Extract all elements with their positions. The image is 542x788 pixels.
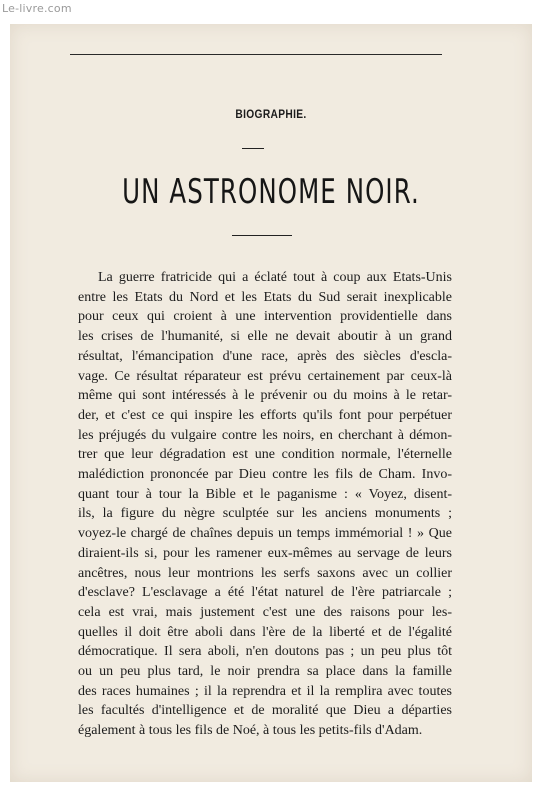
- body-line: trer que leur dégradation est une condition normale, l'éternelle: [78, 447, 452, 463]
- body-line: der, et c'est ce qui inspire les efforts qu'ils font pour perpétuer: [78, 407, 452, 423]
- top-rule: [70, 54, 442, 55]
- watermark: Le-livre.com: [2, 2, 72, 15]
- body-line: diraient-ils si, pour les ramener eux-mêmes au servage de leurs: [78, 545, 452, 561]
- body-line: d'esclave? L'esclavage a été l'état naturel de l'ère patriarcale ;: [78, 585, 452, 601]
- body-line: ils, la figure du nègre sculptée sur les anciens monuments ;: [78, 506, 452, 522]
- body-line: ancêtres, nous leur montrions les serfs saxons avec un collier: [78, 565, 452, 581]
- body-line: cela est vrai, mais justement c'est une des raisons pour les-: [78, 604, 452, 620]
- body-line: démocratique. Il sera aboli, n'en doutons pas ; un peu plus tôt: [78, 644, 452, 660]
- body-paragraph: [78, 268, 452, 741]
- body-line: La guerre fratricide qui a éclaté tout à coup aux Etats-Unis: [98, 270, 452, 285]
- document-page: [10, 24, 532, 782]
- body-line: même qui sont intéressés à le prévenir ou du moins à le retar-: [78, 388, 452, 404]
- article-title: UN ASTRONOME NOIR.: [122, 172, 420, 212]
- body-line: les crises de l'humanité, si elle ne devait aboutir à un grand: [78, 329, 452, 345]
- ornament-rule-upper: [242, 148, 264, 149]
- body-line: également à tous les fils de Noé, à tous les petits-fils d'Adam.: [78, 723, 423, 739]
- body-line: quelles il doit être aboli dans l'ère de la liberté et de l'égalité: [78, 624, 452, 640]
- ornament-rule-lower: [232, 235, 292, 236]
- body-line: pour ceux qui croient à une intervention providentielle dans: [78, 309, 452, 325]
- body-line: des races humaines ; il la reprendra et il la remplira avec toutes: [78, 683, 452, 699]
- body-line: ou un peu plus tard, le noir prendra sa place dans la famille: [78, 664, 452, 680]
- body-line: les facultés d'intelligence et de moralité que Dieu a départies: [78, 703, 452, 719]
- body-line: voyez-le chargé de chaînes depuis un temps immémorial ! » Que: [78, 526, 452, 542]
- section-label: BIOGRAPHIE.: [235, 107, 307, 121]
- body-line: entre les Etats du Nord et les Etats du Sud serait inexplicable: [78, 289, 452, 305]
- body-line: quant tour à tour la Bible et le paganisme : « Voyez, disent-: [78, 486, 452, 502]
- body-line: les préjugés du vulgaire contre les noirs, en cherchant à démon-: [78, 427, 452, 443]
- body-line: résultat, l'émancipation d'une race, après des siècles d'escla-: [78, 348, 452, 364]
- body-line: vage. Ce résultat réparateur est prévu certainement par ceux-là: [78, 368, 452, 384]
- body-line: malédiction prononcée par Dieu contre les fils de Cham. Invo-: [78, 467, 452, 483]
